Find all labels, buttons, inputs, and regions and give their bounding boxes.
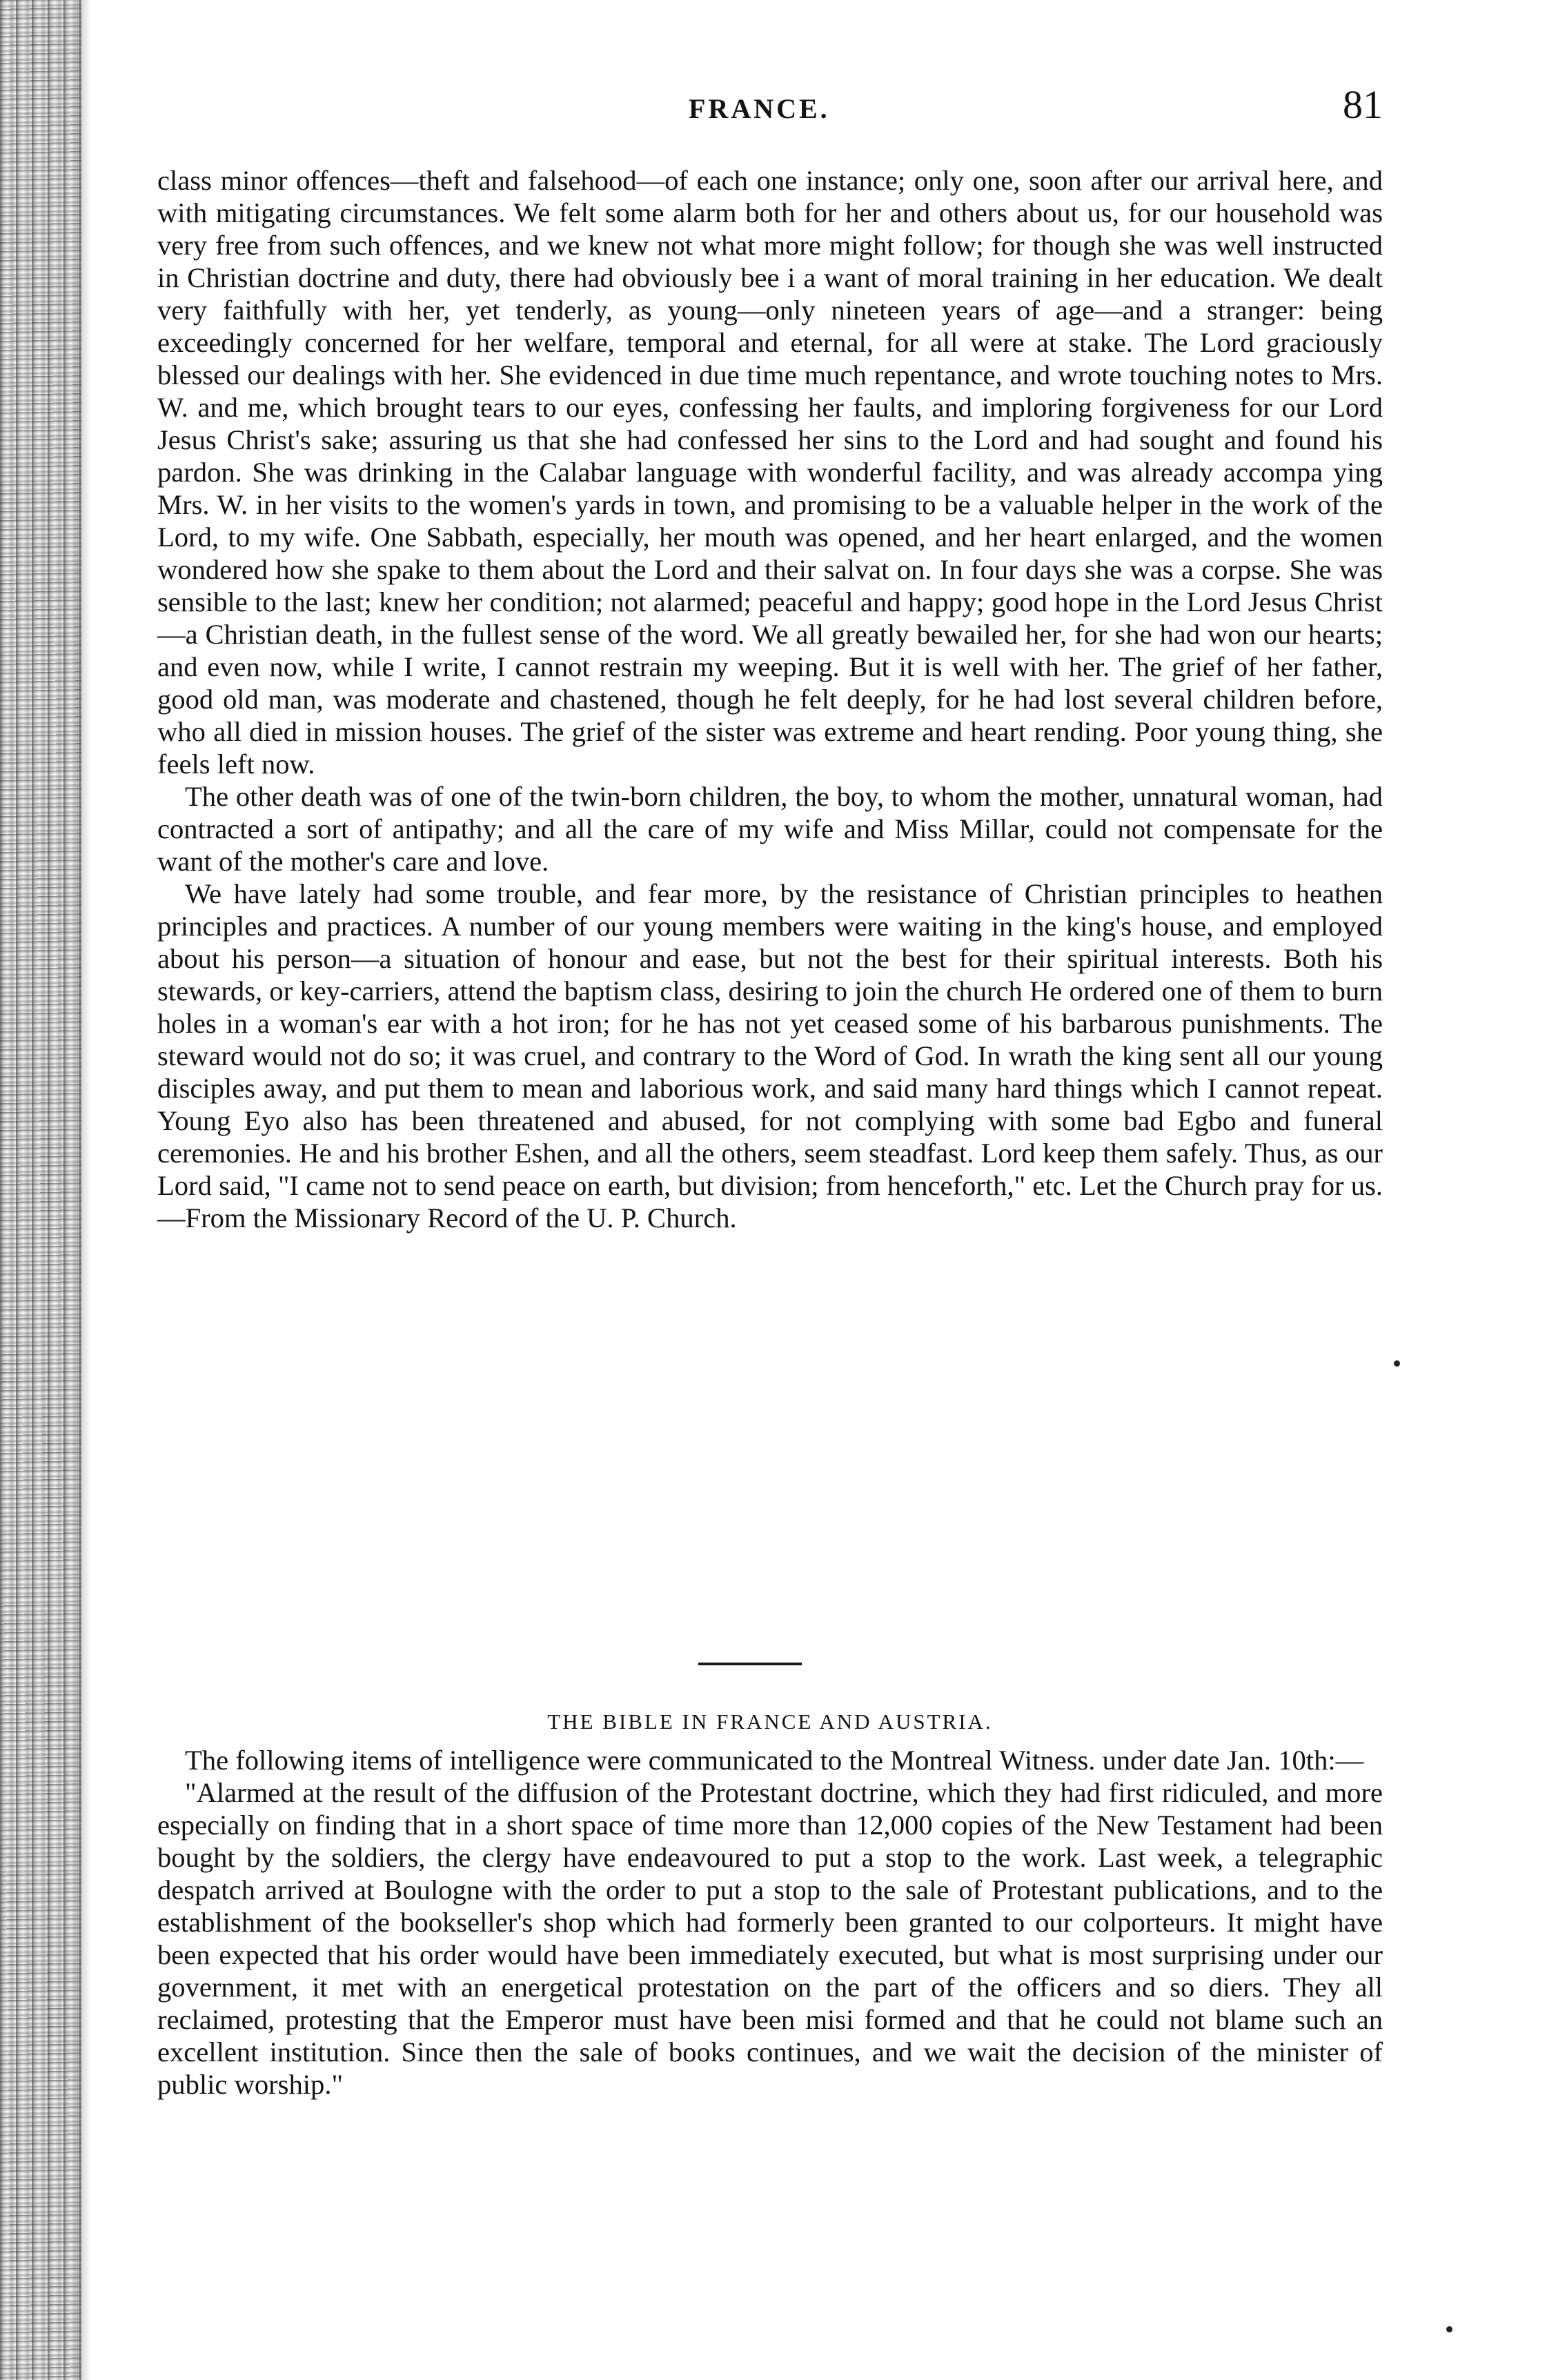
section-heading: THE BIBLE IN FRANCE AND AUSTRIA. (547, 1709, 993, 1734)
section-divider (698, 1663, 802, 1665)
binding-gutter (0, 0, 81, 2380)
stray-mark (1446, 2326, 1452, 2332)
running-head: FRANCE. (689, 93, 830, 124)
article-body (157, 164, 1383, 1234)
paragraph: "Alarmed at the result of the diffusion of the Protestant doctrine, which they had first ridiculed, and more especially on finding that in a short space of time more than 12,000 copies of the New Testament had been bought by the soldiers, the clergy have endeavoured to put a stop to the work. Last week, a telegraphic despatch arrived at Boulogne with the order to put a stop to the sale of Protestant publications, and to the establishment of the bookseller's shop which had formerly been granted to our colporteurs. It might have been expected that his order would have been immediately executed, but what is most surprising under our government, it met with an energetical protestation on the part of the officers and so diers. They all reclaimed, protesting that the Emperor must have been misi formed and that he could not blame such an excellent institution. Since then the sale of books continues, and we wait the decision of the minister of public worship." (157, 1777, 1383, 2100)
paragraph: The following items of intelligence were communicated to the Montreal Witness. under date Jan. 10th:— (185, 1745, 1364, 1776)
page-number: 81 (1343, 82, 1383, 127)
page-header (157, 81, 1383, 143)
paragraph: class minor offences—theft and falsehood—of each one instance; only one, soon after our arrival here, and with mitigating circumstances. We felt some alarm both for her and others about us, for our household was very free from such offences, and we knew not what more might follow; for though she was well instructed in Christian doctrine and duty, there had obviously bee i a want of moral training in her education. We dealt very faithfully with her, yet tenderly, as young—only nineteen years of age—and a stranger: being exceedingly concerned for her welfare, temporal and eternal, for all were at stake. The Lord graciously blessed our dealings with her. She evidenced in due time much repentance, and wrote touching notes to Mrs. W. and me, which brought tears to our eyes, confessing her faults, and imploring forgiveness for our Lord Jesus Christ's sake; assuring us that she had confessed her sins to the Lord and had sought and found his pardon. She was drinking in the Calabar language with wonderful facility, and was already accompa ying Mrs. W. in her visits to the women's yards in town, and promising to be a valuable helper in the work of the Lord, to my wife. One Sabbath, especially, her mouth was opened, and her heart enlarged, and the women wondered how she spake to them about the Lord and their salvat on. In four days she was a corpse. She was sensible to the last; knew her condition; not alarmed; peaceful and happy; good hope in the Lord Jesus Christ—a Christian death, in the fullest sense of the word. We all greatly bewailed her, for she had won our hearts; and even now, while I write, I cannot restrain my weeping. But it is well with her. The grief of her father, good old man, was moderate and chastened, though he felt deeply, for he had lost several children before, who all died in mission houses. The grief of the sister was extreme and heart rending. Poor young thing, she feels left now. (157, 165, 1383, 780)
paragraph: The other death was of one of the twin-born children, the boy, to whom the mother, unnatural woman, had contracted a sort of antipathy; and all the care of my wife and Miss Millar, could not compensate for the want of the mother's care and love. (157, 781, 1383, 877)
stray-mark (1394, 1360, 1400, 1367)
bible-in-france-section (157, 1708, 1383, 2101)
paragraph: We have lately had some trouble, and fear more, by the resistance of Christian principles to heathen principles and practices. A number of our young members were waiting in the king's house, and employed about his person—a situation of honour and ease, but not the best for their spiritual interests. Both his stewards, or key-carriers, attend the baptism class, desiring to join the church He ordered one of them to burn holes in a woman's ear with a hot iron; for he has not yet ceased some of his barbarous punishments. The steward would not do so; it was cruel, and contrary to the Word of God. In wrath the king sent all our young disciples away, and put them to mean and laborious work, and said many hard things which I cannot repeat. Young Eyo also has been threatened and abused, for not complying with some bad Egbo and funeral ceremonies. He and his brother Eshen, and all the others, seem steadfast. Lord keep them safely. Thus, as our Lord said, "I came not to send peace on earth, but division; from henceforth," etc. Let the Church pray for us.—From the Missionary Record of the U. P. Church. (157, 878, 1383, 1233)
